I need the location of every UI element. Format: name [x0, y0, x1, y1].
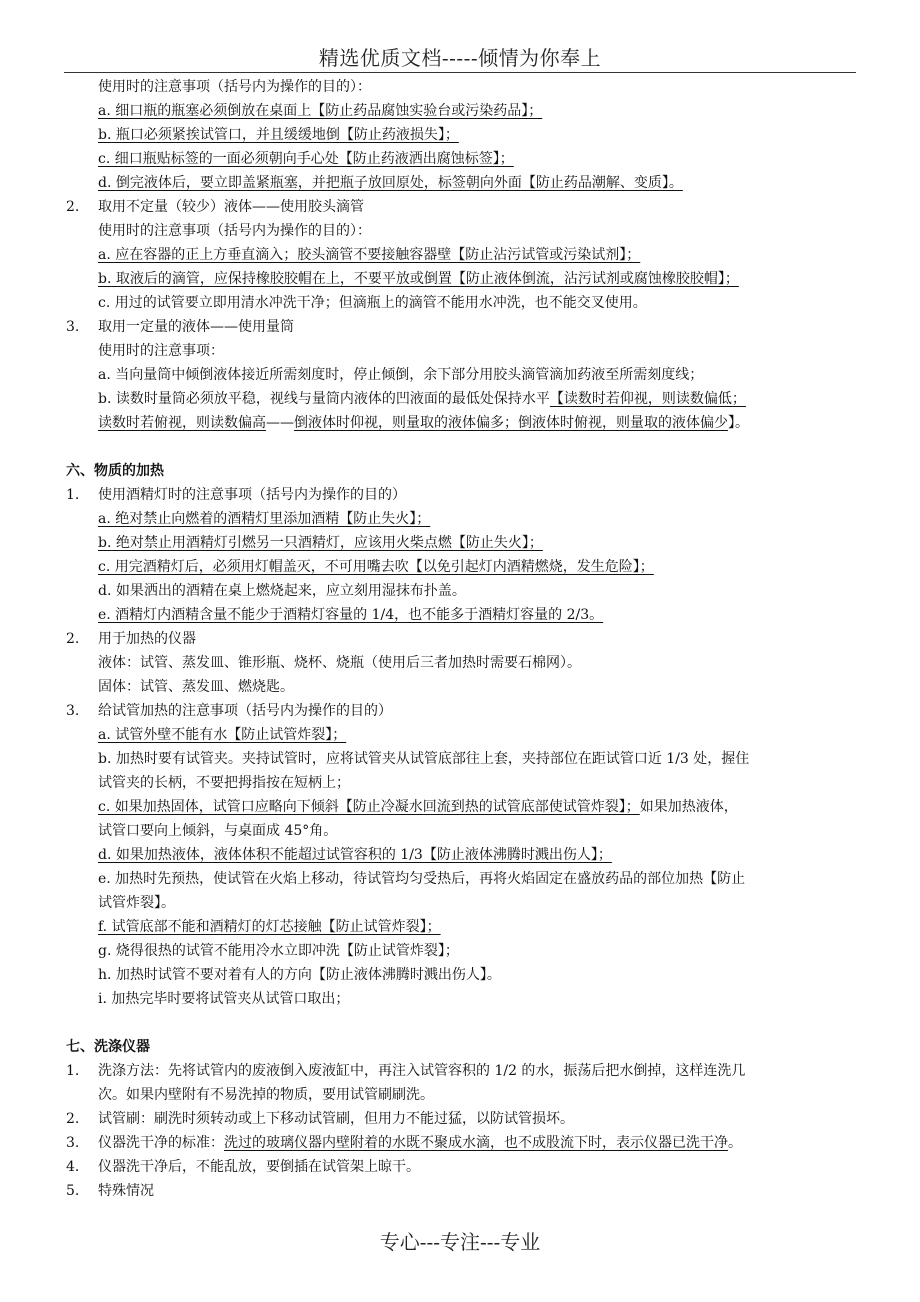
text-segment: 。 [728, 1135, 742, 1151]
text-segment: 如果加热液体， [639, 799, 738, 815]
text-segment: 读数时若俯视，则读数偏高 [98, 415, 266, 431]
list-number: 3. [66, 1135, 80, 1151]
list-number: 5. [66, 1183, 80, 1199]
text-segment: 】。 [728, 415, 749, 431]
text-line: 液体：试管、蒸发皿、锥形瓶、烧杯、烧瓶（使用后三者加热时需要石棉网）。 [98, 655, 581, 671]
text-line [98, 1132, 742, 1154]
text-line: 试管刷：刷洗时须转动或上下移动试管刷，但用力不能过猛，以防试管损坏。 [98, 1111, 574, 1127]
text-line: 仪器洗干净后，不能乱放，要倒插在试管架上晾干。 [98, 1159, 420, 1175]
text-line: 试管口要向上倾斜，与桌面成 45°角。 [98, 823, 338, 839]
text-line: a. 当向量筒中倾倒液体接近所需刻度时，停止倾倒，余下部分用胶头滴管滴加药液至所需刻度线； [98, 367, 704, 383]
page-header: 精选优质文档-----倾情为你奉上 [318, 46, 602, 70]
list-number: 1. [66, 1063, 80, 1079]
text-line: 试管炸裂】。 [98, 895, 175, 911]
text-line: b. 取液后的滴管，应保持橡胶胶帽在上，不要平放或倒置【防止液体倒流，沾污试剂或腐蚀橡胶胶帽】； [98, 271, 739, 287]
text-line: 洗涤方法：先将试管内的废液倒入废液缸中，再注入试管容积的 1/2 的水，振荡后把水倒掉，这样连洗几 [98, 1063, 746, 1079]
list-number: 2. [66, 199, 80, 215]
text-line: c. 细口瓶贴标签的一面必须朝向手心处【防止药液洒出腐蚀标签】； [98, 151, 514, 167]
text-line: 固体：试管、蒸发皿、燃烧匙。 [98, 679, 294, 695]
list-number: 2. [66, 631, 80, 647]
text-line: 特殊情况 [98, 1183, 154, 1199]
list-item-heading: 使用酒精灯时的注意事项（括号内为操作的目的） [98, 487, 406, 503]
text-segment: b. 读数时量筒必须放平稳，视线与量筒内液体的凹液面的最低处保持水平 [98, 391, 550, 407]
text-line: e. 酒精灯内酒精含量不能少于酒精灯容量的 1/4，也不能多于酒精灯容量的 2/3。 [98, 607, 604, 623]
text-line: c. 用过的试管要立即用清水冲洗干净；但滴瓶上的滴管不能用水冲洗，也不能交叉使用。 [98, 295, 647, 311]
text-segment: —— [266, 415, 294, 431]
text-line: b. 瓶口必须紧挨试管口，并且缓缓地倒【防止药液损失】； [98, 127, 459, 143]
text-segment: 洗过的玻璃仪器内壁附着的水既不聚成水滴，也不成股流下时，表示仪器已洗干净 [224, 1135, 728, 1151]
text-line: h. 加热时试管不要对着有人的方向【防止液体沸腾时溅出伤人】。 [98, 967, 501, 983]
list-number: 1. [66, 487, 80, 503]
text-line: 使用时的注意事项（括号内为操作的目的）： [98, 79, 371, 95]
list-item-heading: 取用不定量（较少）液体——使用胶头滴管 [98, 199, 364, 215]
text-line: a. 绝对禁止向燃着的酒精灯里添加酒精【防止失火】； [98, 511, 431, 527]
section-heading: 六、物质的加热 [66, 463, 164, 479]
text-line: 使用时的注意事项： [98, 343, 224, 359]
list-item-heading: 用于加热的仪器 [98, 631, 196, 647]
section-heading: 七、洗涤仪器 [66, 1039, 150, 1055]
text-line: i. 加热完毕时要将试管夹从试管口取出； [98, 991, 350, 1007]
text-line: b. 绝对禁止用酒精灯引燃另一只酒精灯，应该用火柴点燃【防止失火】； [98, 535, 543, 551]
list-number: 2. [66, 1111, 80, 1127]
text-line: a. 试管外壁不能有水【防止试管炸裂】； [98, 727, 347, 743]
list-number: 3. [66, 703, 80, 719]
list-item-heading: 取用一定量的液体——使用量筒 [98, 319, 294, 335]
text-line [98, 796, 738, 818]
text-line [98, 388, 746, 410]
text-line: b. 加热时要有试管夹。夹持试管时，应将试管夹从试管底部往上套，夹持部位在距试管口近 1/3 处，握住 [98, 751, 750, 767]
text-line: a. 细口瓶的瓶塞必须倒放在桌面上【防止药品腐蚀实验台或污染药品】； [98, 103, 543, 119]
text-segment: 倒液体时仰视，则量取的液体偏多；倒液体时俯视，则量取的液体偏少 [294, 415, 728, 431]
text-segment: 仪器洗干净的标准： [98, 1135, 224, 1151]
text-line: c. 用完酒精灯后，必须用灯帽盖灭，不可用嘴去吹【以免引起灯内酒精燃烧，发生危险】； [98, 559, 654, 575]
text-line: d. 倒完液体后，要立即盖紧瓶塞，并把瓶子放回原处，标签朝向外面【防止药品潮解、变质】。 [98, 175, 683, 191]
list-number: 3. [66, 319, 80, 335]
list-item-heading: 给试管加热的注意事项（括号内为操作的目的） [98, 703, 392, 719]
page-footer: 专心---专注---专业 [379, 1230, 541, 1254]
text-line: f. 试管底部不能和酒精灯的灯芯接触【防止试管炸裂】； [98, 919, 441, 935]
list-number: 4. [66, 1159, 80, 1175]
text-line: 试管夹的长柄，不要把拇指按在短柄上； [98, 775, 350, 791]
text-line: d. 如果洒出的酒精在桌上燃烧起来，应立刻用湿抹布扑盖。 [98, 583, 466, 599]
text-line [98, 412, 749, 434]
text-line: g. 烧得很热的试管不能用冷水立即冲洗【防止试管炸裂】； [98, 943, 459, 959]
text-segment: c. 如果加热固体，试管口应略向下倾斜【防止冷凝水回流到热的试管底部使试管炸裂】； [98, 799, 640, 815]
text-line: e. 加热时先预热，使试管在火焰上移动，待试管均匀受热后，再将火焰固定在盛放药品的部位加热【防止 [98, 871, 746, 887]
text-line: 使用时的注意事项（括号内为操作的目的）： [98, 223, 371, 239]
text-line: d. 如果加热液体，液体体积不能超过试管容积的 1/3【防止液体沸腾时溅出伤人】； [98, 847, 612, 863]
text-segment: 【读数时若仰视，则读数偏低； [549, 391, 746, 407]
header-divider [64, 72, 856, 73]
text-line: a. 应在容器的正上方垂直滴入；胶头滴管不要接触容器壁【防止沾污试管或污染试剂】； [98, 247, 641, 263]
text-line: 次。如果内壁附有不易洗掉的物质，要用试管刷刷洗。 [98, 1087, 434, 1103]
